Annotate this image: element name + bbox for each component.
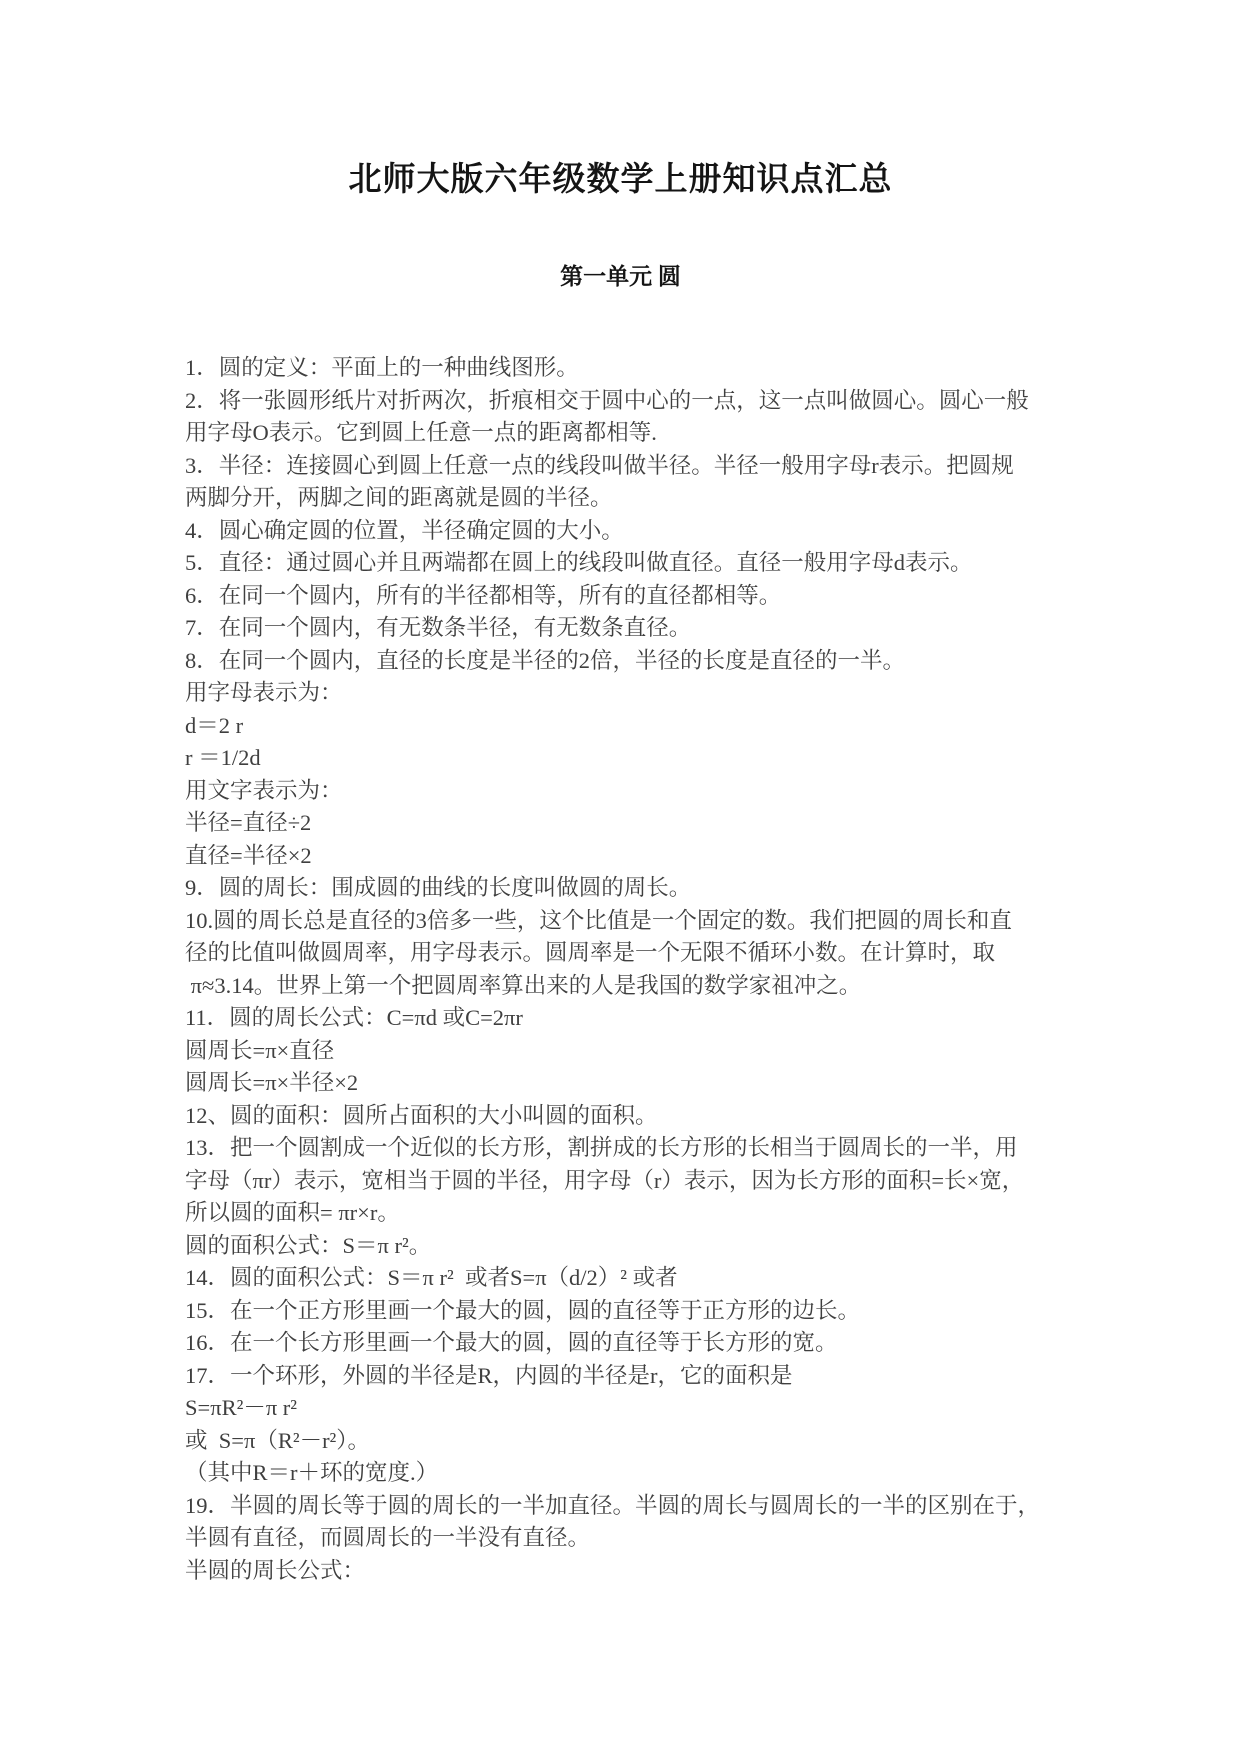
text-line: 或 S=π（R²－r²）。 bbox=[185, 1427, 371, 1453]
text-line: 16．在一个长方形里画一个最大的圆，圆的直径等于长方形的宽。 bbox=[185, 1330, 838, 1355]
text-line: 7．在同一个圆内，有无数条半径，有无数条直径。 bbox=[185, 615, 692, 640]
text-line: d＝2 r bbox=[185, 712, 244, 738]
text-line: 17．一个环形，外圆的半径是R，内圆的半径是r，它的面积是 bbox=[185, 1362, 793, 1388]
text-line: 圆周长=π×直径 bbox=[185, 1037, 335, 1063]
text-line: 两脚分开，两脚之间的距离就是圆的半径。 bbox=[185, 485, 613, 510]
text-line: 直径=半径×2 bbox=[185, 842, 312, 868]
text-line: 半径=直径÷2 bbox=[185, 810, 312, 835]
text-line: 半圆的周长公式： bbox=[185, 1557, 366, 1583]
text-line: 10.圆的周长总是直径的3倍多一些，这个比值是一个固定的数。我们把圆的周长和直 bbox=[185, 907, 1012, 933]
text-line: 3．半径：连接圆心到圆上任意一点的线段叫做半径。半径一般用字母r表示。把圆规 bbox=[185, 452, 1014, 478]
text-line: 用字母O表示。它到圆上任意一点的距离都相等. bbox=[185, 420, 657, 445]
text-line: 5．直径：通过圆心并且两端都在圆上的线段叫做直径。直径一般用字母d表示。 bbox=[185, 550, 973, 575]
text-line: 6．在同一个圆内，所有的半径都相等，所有的直径都相等。 bbox=[185, 582, 782, 608]
text-line: 所以圆的面积= πr×r。 bbox=[185, 1200, 400, 1225]
text-line: 11．圆的周长公式：C=πd 或C=2πr bbox=[185, 1005, 523, 1030]
document-body bbox=[185, 352, 1090, 1587]
text-line: 圆的面积公式：S＝π r²。 bbox=[185, 1232, 432, 1258]
text-line: 14．圆的面积公式：S＝π r² 或者S=π（d/2）² 或者 bbox=[185, 1265, 678, 1290]
text-line: 径的比值叫做圆周率，用字母表示。圆周率是一个无限不循环小数。在计算时，取 bbox=[185, 940, 996, 965]
text-line: 用文字表示为： bbox=[185, 777, 343, 803]
text-line: 4．圆心确定圆的位置，半径确定圆的大小。 bbox=[185, 517, 624, 543]
text-line: 12、圆的面积：圆所占面积的大小叫圆的面积。 bbox=[185, 1102, 658, 1128]
text-line: 圆周长=π×半径×2 bbox=[185, 1070, 359, 1095]
document-title: 北师大版六年级数学上册知识点汇总 bbox=[348, 162, 893, 198]
text-line: 15．在一个正方形里画一个最大的圆，圆的直径等于正方形的边长。 bbox=[185, 1297, 861, 1323]
text-line: 8．在同一个圆内，直径的长度是半径的2倍，半径的长度是直径的一半。 bbox=[185, 647, 906, 673]
text-line: （其中R＝r＋环的宽度.） bbox=[185, 1460, 439, 1485]
section-heading: 第一单元 圆 bbox=[560, 264, 681, 289]
text-line: 用字母表示为： bbox=[185, 680, 343, 705]
text-line: 2．将一张圆形纸片对折两次，折痕相交于圆中心的一点，这一点叫做圆心。圆心一般 bbox=[185, 387, 1029, 413]
text-line: 1．圆的定义：平面上的一种曲线图形。 bbox=[185, 355, 579, 380]
text-line: r ＝1/2d bbox=[185, 745, 261, 770]
text-line: 13．把一个圆割成一个近似的长方形，割拼成的长方形的长相当于圆周长的一半，用 bbox=[185, 1135, 1018, 1160]
text-line: 字母（πr）表示，宽相当于圆的半径，用字母（r）表示，因为长方形的面积=长×宽， bbox=[185, 1167, 1025, 1193]
text-line: 半圆有直径，而圆周长的一半没有直径。 bbox=[185, 1525, 591, 1550]
text-line: 9．圆的周长：围成圆的曲线的长度叫做圆的周长。 bbox=[185, 875, 692, 900]
text-line: S=πR²－π r² bbox=[185, 1395, 298, 1420]
text-line: 19．半圆的周长等于圆的周长的一半加直径。半圆的周长与圆周长的一半的区别在于， bbox=[185, 1492, 1041, 1518]
text-line: π≈3.14。世界上第一个把圆周率算出来的人是我国的数学家祖冲之。 bbox=[185, 972, 862, 998]
